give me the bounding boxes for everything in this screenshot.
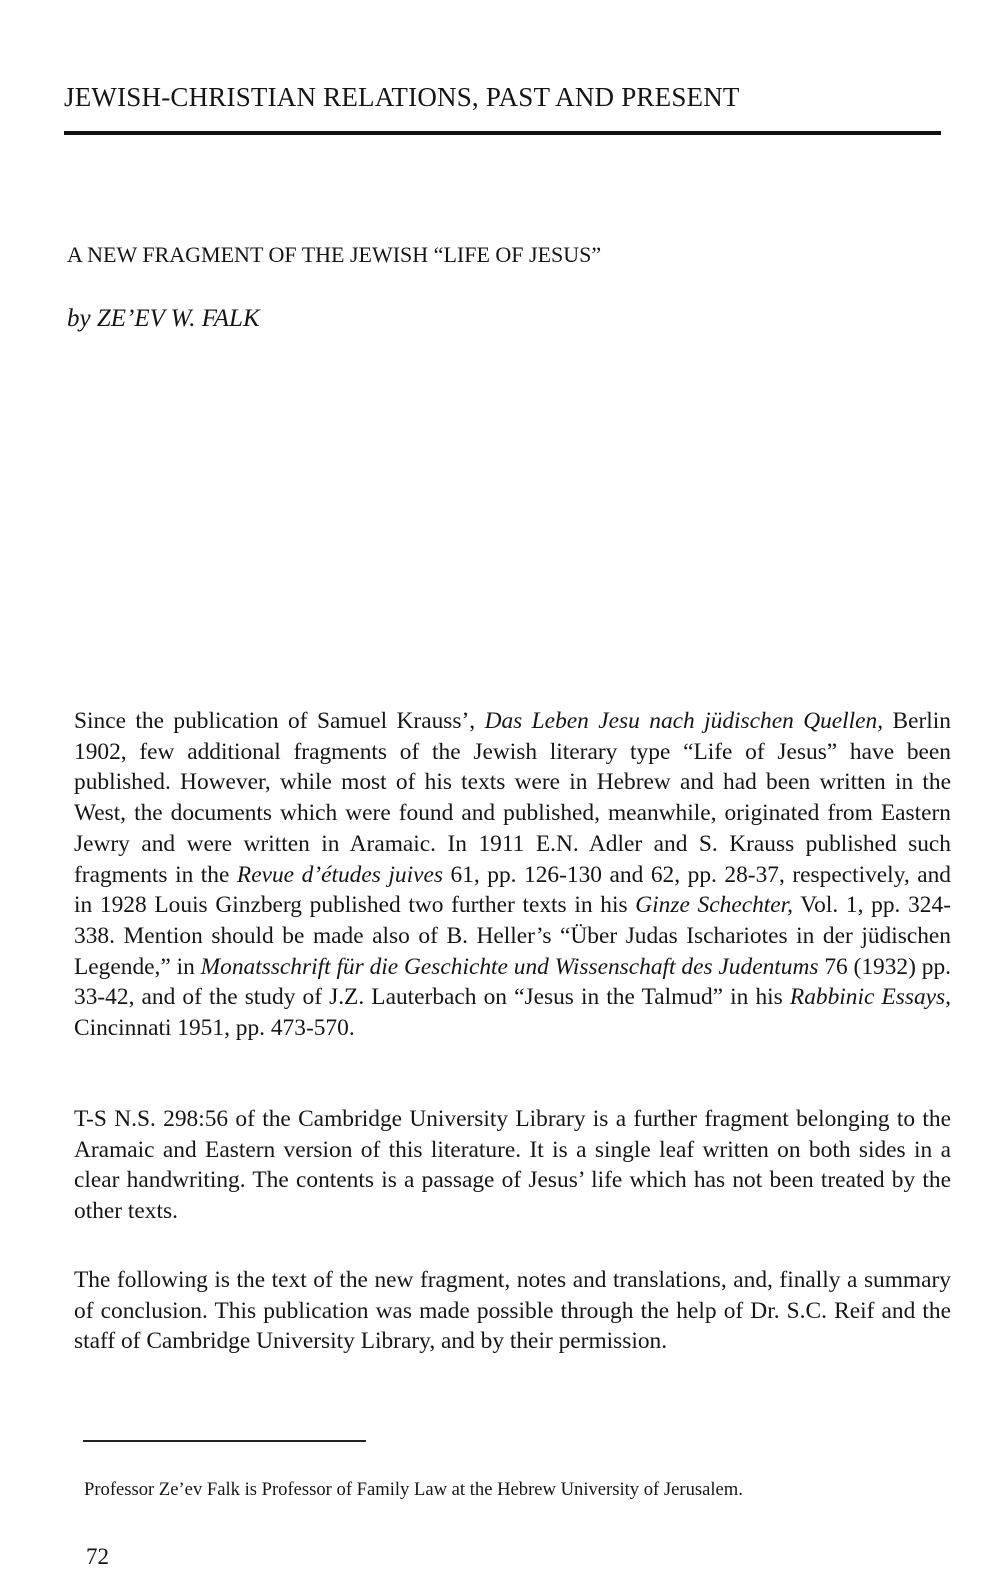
p1-text-1: Since the publication of Samuel Krauss’, <box>74 708 485 734</box>
p1-text-4: Vol. 1, pp. 324-338. Mention should be made also of B. Heller’s “Über Judas Ischariotes in der jüdischen Legende,” in <box>74 892 951 980</box>
byline: by ZE’EV W. FALK <box>67 305 260 332</box>
p1-italic-rabbinic-essays: Rabbinic Essays, <box>789 984 951 1011</box>
p1-italic-ginze-schechter: Ginze Schechter, <box>635 892 794 919</box>
header-rule <box>64 131 941 135</box>
article-title: A NEW FRAGMENT OF THE JEWISH “LIFE OF JESUS” <box>67 242 602 267</box>
running-head: JEWISH-CHRISTIAN RELATIONS, PAST AND PRESENT <box>64 82 740 112</box>
body-paragraph-2: T-S N.S. 298:56 of the Cambridge University Library is a further fragment belonging to the Aramaic and Eastern version of this literature. It is a single leaf written on both sides in a clear handwriting. The contents is a passage of Jesus’ life which has not been treated by the other texts. <box>74 1106 951 1225</box>
body-paragraph-1 <box>74 706 951 1044</box>
author-footnote: Professor Ze’ev Falk is Professor of Family Law at the Hebrew University of Jerusalem. <box>84 1479 743 1500</box>
p1-italic-das-leben-jesu: Das Leben Jesu nach jüdischen Quellen, <box>484 708 884 734</box>
footnote-rule <box>83 1440 366 1442</box>
body-paragraph-3: The following is the text of the new fragment, notes and translations, and, finally a summary of conclusion. This publication was made possible through the help of Dr. S.C. Reif and the staff of Cambridge University Library, and by their permission. <box>74 1267 951 1355</box>
p1-text-2: Berlin 1902, few additional fragments of the Jewish literary type “Life of Jesus” have been published. However, while most of his texts were in Hebrew and had been written in the West, the documents which were found and published, meanwhile, originated from Eastern Jewry and were written in Aramaic. In 1911 E.N. Adler and S. Krauss published such fragments in the <box>74 708 951 888</box>
p1-text-5: 76 (1932) pp. 33-42, and of the study of J.Z. Lauterbach on “Jesus in the Talmud” in his <box>74 953 952 1011</box>
p1-text-3: 61, pp. 126-130 and 62, pp. 28-37, respectively, and in 1928 Louis Ginzberg published two further texts in his <box>74 861 952 919</box>
p1-italic-revue: Revue d’études juives <box>236 861 443 888</box>
p1-text-6: Cincinnati 1951, pp. 473-570. <box>74 1015 355 1042</box>
p1-italic-monatsschrift: Monatsschrift für die Geschichte und Wissenschaft des Judentums <box>200 953 819 980</box>
page-number: 72 <box>86 1544 109 1569</box>
